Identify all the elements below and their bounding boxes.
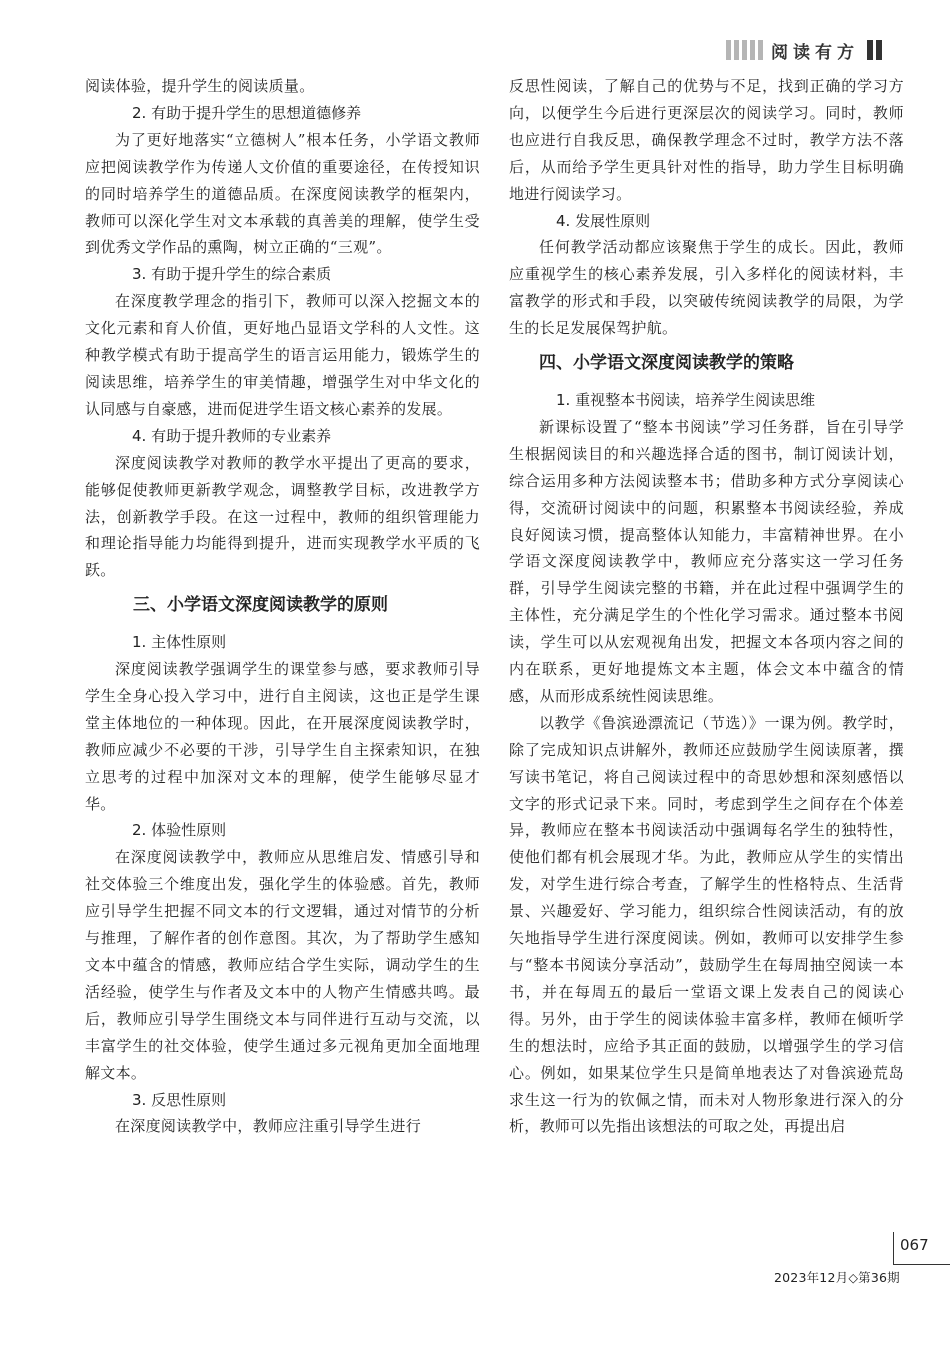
paragraph: 深度阅读教学对教师的教学水平提出了更高的要求，能够促使教师更新教学观念，调整教学目标，改进教学方法，创新教学手段。在这一过程中，教师的组织管理能力和理论指导能力均能得到提升，进而实现教学水平质的飞跃。 bbox=[85, 453, 480, 580]
left-column bbox=[85, 73, 480, 1140]
paragraph: 反思性阅读，了解自己的优势与不足，找到正确的学习方向，以便学生今后进行更深层次的阅读学习。同时，教师也应进行自我反思，确保教学理念不过时，教学方法不落后，从而给予学生更具针对性的指导，助力学生目标明确地进行阅读学习。 bbox=[509, 77, 904, 203]
subsection-heading: 3. 有助于提升学生的综合素质 bbox=[132, 265, 332, 284]
paragraph: 任何教学活动都应该聚焦于学生的成长。因此，教师应重视学生的核心素养发展，引入多样化的阅读材料，丰富教学的形式和手段，以突破传统阅读教学的局限，为学生的长足发展保驾护航。 bbox=[509, 238, 904, 338]
issue-info: 2023年12月◇第36期 bbox=[774, 1270, 900, 1285]
subsection-heading: 1. 主体性原则 bbox=[132, 633, 227, 652]
paragraph: 在深度阅读教学中，教师应从思维启发、情感引导和社交体验三个维度出发，强化学生的体验感。首先，教师应引导学生把握不同文本的行文逻辑，通过对情节的分析与推理，了解作者的创作意图。其次，为了帮助学生感知文本中蕴含的情感，教师应结合学生实际，调动学生的生活经验，使学生与作者及文本中的人物产生情感共鸣。最后，教师应引导学生围绕文本与同伴进行互动与交流，以丰富学生的社交体验，使学生通过多元视角更加全面地理解文本。 bbox=[85, 848, 480, 1082]
subsection-heading: 1. 重视整本书阅读，培养学生阅读思维 bbox=[556, 390, 816, 409]
header-bars-right bbox=[867, 40, 882, 60]
paragraph: 为了更好地落实“立德树人”根本任务，小学语文教师应把阅读教学作为传递人文价值的重要途径，在传授知识的同时培养学生的道德品质。在深度阅读教学的框架内，教师可以深化学生对文本承载的真善美的理解，使学生受到优秀文学作品的熏陶，树立正确的“三观”。 bbox=[85, 130, 480, 257]
paragraph: 在深度阅读教学中，教师应注重引导学生进行 bbox=[115, 1117, 422, 1136]
subsection-heading: 4. 有助于提升教师的专业素养 bbox=[132, 426, 332, 445]
paragraph: 阅读体验，提升学生的阅读质量。 bbox=[85, 77, 315, 95]
section-heading: 三、小学语文深度阅读教学的原则 bbox=[133, 595, 388, 616]
header-bars-left bbox=[726, 40, 763, 60]
running-header bbox=[726, 38, 882, 62]
page-number: 067 bbox=[900, 1236, 929, 1254]
subsection-heading: 4. 发展性原则 bbox=[556, 211, 651, 230]
paragraph: 在深度教学理念的指引下，教师可以深入挖掘文本的文化元素和育人价值，更好地凸显语文学科的人文性。这种教学模式有助于提高学生的语言运用能力，锻炼学生的阅读思维，培养学生的审美情趣，增强学生对中华文化的认同感与自豪感，进而促进学生语文核心素养的发展。 bbox=[85, 292, 480, 418]
paragraph: 新课标设置了“整本书阅读”学习任务群，旨在引导学生根据阅读目的和兴趣选择合适的图书，制订阅读计划，综合运用多种方法阅读整本书；借助多种方式分享阅读心得，交流研讨阅读中的问题，积累整本书阅读经验，养成良好阅读习惯，提高整体认知能力，丰富精神世界。在小学语文深度阅读教学中，教师应充分落实这一学习任务群，引导学生阅读完整的书籍，并在此过程中强调学生的主体性，充分满足学生的个性化学习需求。通过整本书阅读，学生可以从宏观视角出发，把握文本各项内容之间的内在联系，更好地提炼文本主题，体会文本中蕴含的情感，从而形成系统性阅读思维。 bbox=[509, 417, 904, 705]
subsection-heading: 2. 体验性原则 bbox=[132, 821, 227, 840]
section-heading: 四、小学语文深度阅读教学的策略 bbox=[539, 353, 794, 374]
paragraph: 以教学《鲁滨逊漂流记（节选）》一课为例。教学时，除了完成知识点讲解外，教师还应鼓励学生阅读原著，撰写读书笔记，将自己阅读过程中的奇思妙想和深刻感悟以文字的形式记录下来。同时，考虑到学生之间存在个体差异，教师应在整本书阅读活动中强调每名学生的独特性，使他们都有机会展现才华。为此，教师应从学生的实情出发，对学生进行综合考查，了解学生的性格特点、生活背景、兴趣爱好、学习能力，组织综合性阅读活动，有的放矢地指导学生进行深度阅读。例如，教师可以安排学生参与“整本书阅读分享活动”，鼓励学生在每周抽空阅读一本书，并在每周五的最后一堂语文课上发表自己的阅读心得。另外，由于学生的阅读体验丰富多样，教师在倾听学生的想法时，应给予其正面的鼓励，以增强学生的学习信心。例如，如果某位学生只是简单地表达了对鲁滨逊荒岛求生这一行为的钦佩之情，而未对人物形象进行深入的分析，教师可以先指出该想法的可取之处，再提出启 bbox=[509, 713, 904, 1136]
right-column bbox=[509, 73, 904, 1140]
section-title: 阅读有方 bbox=[771, 42, 859, 63]
paragraph: 深度阅读教学强调学生的课堂参与感，要求教师引导学生全身心投入学习中，进行自主阅读，这也正是学生课堂主体地位的一种体现。因此，在开展深度阅读教学时，教师应减少不必要的干涉，引导学生自主探索知识，在独立思考的过程中加深对文本的理解，使学生能够尽显才华。 bbox=[85, 660, 480, 813]
subsection-heading: 3. 反思性原则 bbox=[132, 1090, 227, 1109]
subsection-heading: 2. 有助于提升学生的思想道德修养 bbox=[132, 103, 362, 122]
